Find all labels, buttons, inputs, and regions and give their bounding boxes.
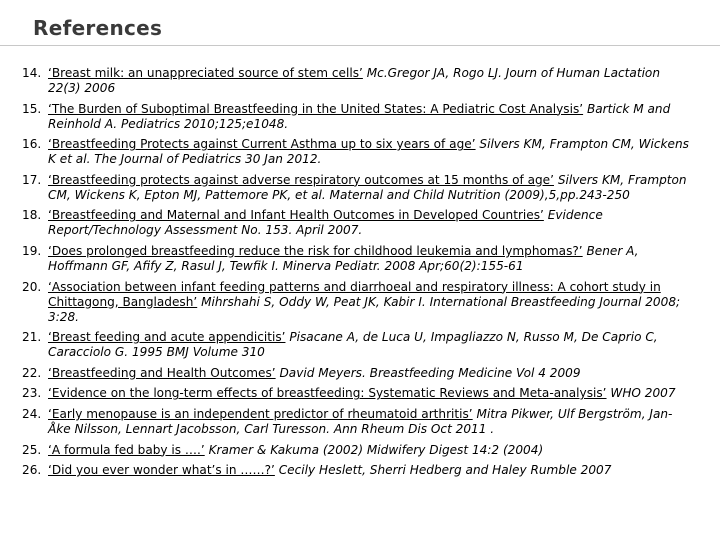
reference-citation: Pisacane A, de Luca U, Impagliazzo N, Russo M, De Caprio C, Caracciolo G. 1995 BMJ Volume 310 [48,330,658,360]
title-divider [0,45,720,46]
reference-number: 23. [22,386,42,401]
reference-number: 18. [22,208,42,223]
reference-title-link[interactable]: ‘Evidence on the long-term effects of breastfeeding: Systematic Reviews and Meta-analysis’ [48,386,607,401]
reference-item [22,386,694,401]
reference-item [22,173,694,203]
reference-item [22,137,694,167]
reference-number: 14. [22,66,42,80]
reference-number: 15. [22,101,42,116]
reference-citation: Kramer & Kakuma (2002) Midwifery Digest 14:2 (2004) [208,442,544,457]
reference-title-link[interactable]: ‘A formula fed baby is ….’ [48,442,205,457]
reference-citation: Mc.Gregor JA, Rogo LJ. Journ of Human Lactation 22(3) 2006 [48,66,660,95]
reference-title-link[interactable]: ‘The Burden of Suboptimal Breastfeeding in the United States: A Pediatric Cost Analysis’ [48,101,584,116]
reference-item [22,330,694,360]
reference-citation: Mitra Pikwer, Ulf Bergström, Jan-Åke Nilsson, Lennart Jacobsson, Carl Turesson. Ann Rheum Dis Oct 2011 . [48,406,673,436]
reference-title-link[interactable]: ‘Association between infant feeding patterns and diarrhoeal and respiratory illness: A cohort study in Chittagong, Bangladesh’ [48,279,661,309]
reference-item [22,208,694,238]
reference-number: 20. [22,279,42,294]
reference-number: 17. [22,172,42,187]
page-title: References [33,16,163,40]
reference-citation: Bartick M and Reinhold A. Pediatrics 2010;125;e1048. [48,101,671,131]
reference-title-link[interactable]: ‘Breast feeding and acute appendicitis’ [48,330,286,345]
reference-citation: WHO 2007 [610,386,676,401]
reference-item [22,443,694,458]
reference-list [22,66,694,484]
reference-citation: David Meyers. Breastfeeding Medicine Vol 4 2009 [279,365,581,380]
reference-item [22,366,694,381]
reference-number: 21. [22,330,42,345]
reference-item [22,244,694,274]
reference-title-link[interactable]: ‘Breastfeeding and Maternal and Infant Health Outcomes in Developed Countries’ [48,208,544,223]
reference-title-link[interactable]: ‘Did you ever wonder what’s in ……?’ [48,463,275,478]
reference-title-link[interactable]: ‘Breast milk: an unappreciated source of stem cells’ [48,66,363,80]
reference-citation: Cecily Heslett, Sherri Hedberg and Haley Rumble 2007 [278,463,612,478]
reference-item [22,280,694,325]
reference-citation: Evidence Report/Technology Assessment No. 153. April 2007. [48,208,603,238]
reference-item [22,66,694,96]
reference-number: 22. [22,365,42,380]
reference-citation: Bener A, Hoffmann GF, Afify Z, Rasul J, Tewfik I. Minerva Pediatr. 2008 Apr;60(2):155-61 [48,243,639,273]
reference-number: 19. [22,243,42,258]
reference-title-link[interactable]: ‘Breastfeeding protects against adverse respiratory outcomes at 15 months of age’ [48,172,554,187]
reference-title-link[interactable]: ‘Breastfeeding and Health Outcomes’ [48,365,276,380]
reference-title-link[interactable]: ‘Does prolonged breastfeeding reduce the risk for childhood leukemia and lymphomas?’ [48,243,583,258]
reference-number: 16. [22,137,42,152]
reference-citation: Silvers KM, Frampton CM, Wickens K et al. The Journal of Pediatrics 30 Jan 2012. [48,137,689,167]
reference-number: 24. [22,406,42,421]
reference-item [22,407,694,437]
reference-citation: Mihrshahi S, Oddy W, Peat JK, Kabir I. International Breastfeeding Journal 2008; 3:28. [48,294,681,324]
reference-citation: Silvers KM, Frampton CM, Wickens K, Epton MJ, Pattemore PK, et al. Maternal and Child Nutrition (2009),5,pp.243-250 [48,172,687,202]
reference-number: 26. [22,463,42,478]
reference-title-link[interactable]: ‘Early menopause is an independent predictor of rheumatoid arthritis’ [48,406,473,421]
reference-title-link[interactable]: ‘Breastfeeding Protects against Current Asthma up to six years of age’ [48,137,476,152]
reference-item [22,463,694,478]
reference-number: 25. [22,442,42,457]
reference-item [22,102,694,132]
